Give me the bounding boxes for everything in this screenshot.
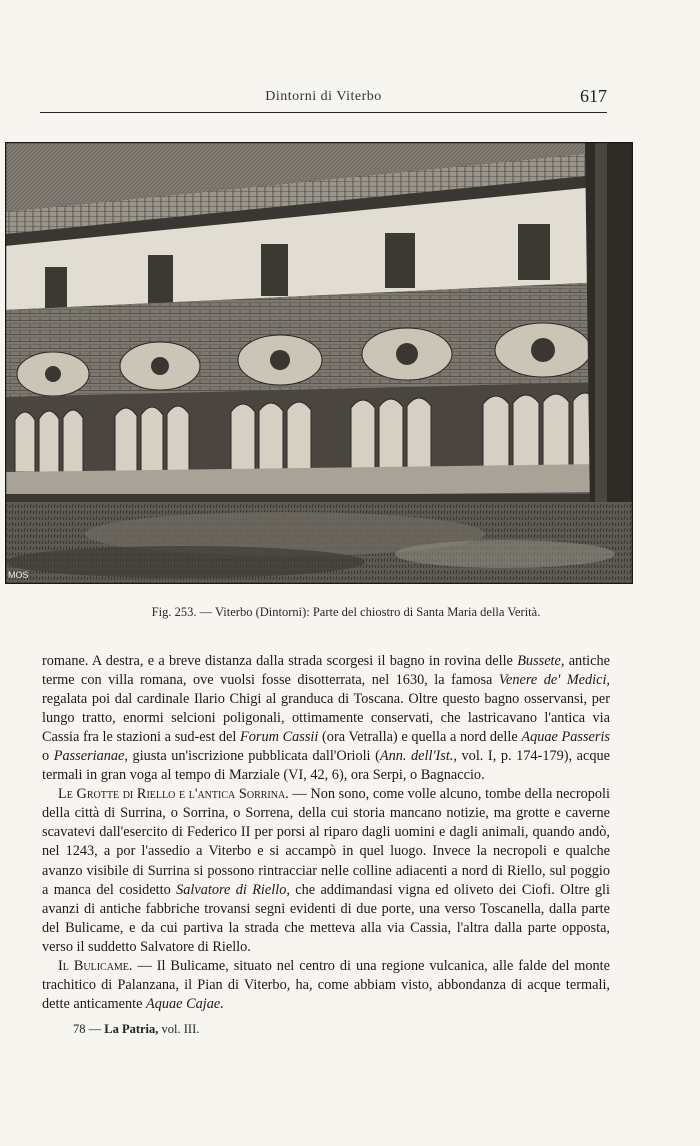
place-salvatore: Salvatore di Riello, [176,881,290,898]
text-run: antiche terme con villa romana, ove vuolsi fosse disotterrata, nel 1630, la famosa [42,653,610,689]
text-run: — Il Bulicame, situato nel centro di una regione vulcanica, alle falde del monte trachitico di Palanzana, il Pian di Viterbo, ha, come abbiam visto, abbondanza di acque termali, dette anticamente [42,957,610,1012]
volume-number: vol. III. [161,1022,200,1036]
page-header [40,88,607,113]
text-run: regalata poi dal cardinale Ilario Chigi al granduca di Toscana. Oltre questo bagno osservansi, per lungo tratto, enormi selcioni poligonali, ottimamente conservati, che lastricavano l'antica via Cassia fra le stazioni a sud-est del [42,691,610,746]
place-aquae-passeris: Aquae Passeris [521,729,610,746]
text-run: che addimandasi vigna ed oliveto dei Ciofi. Oltre gli avanzi di antiche fabbriche trovansi segni evidenti di due porte, una verso Toscanella, dalla parte del Bulicame, e da cui partiva la strada che metteva alla via Cassia, l'altra dalla parte opposta, verso il suddetto Salvatore di Riello. [42,881,610,955]
text-run: (ora Vetralla) e quella a nord delle [318,729,522,746]
cloister-illustration [5,142,633,584]
page-footer [73,1022,199,1037]
text-run: giusta un'iscrizione pubblicata dall'Orioli ( [127,748,380,765]
signature-mark: 78 — [73,1022,102,1036]
book-title: La Patria, [104,1022,159,1036]
place-bussete: Bussete, [517,653,565,669]
engraver-signature: MOS [8,570,29,580]
place-forum-cassii: Forum Cassii [240,729,319,746]
place-aquae-cajae: Aquae Cajae. [146,995,224,1012]
figure-caption [40,605,652,620]
caption-text: — Viterbo (Dintorni): Parte del chiostro di Santa Maria della Verità. [199,605,541,619]
statue-venere: Venere de' Medici, [498,672,610,689]
cloister-engraving [5,142,633,584]
section-heading-grotte: Le Grotte di Riello e l'antica Sorrina. [58,786,289,803]
place-passerianae: Passerianae, [53,748,128,765]
paragraph-romane [42,652,610,785]
paragraph-bulicame [42,957,610,1014]
figure-number: Fig. 253. [151,605,197,619]
running-title: Dintorni di Viterbo [265,89,382,104]
section-heading-bulicame: Il Bulicame. [58,957,133,974]
page-number: 617 [580,86,607,106]
citation-ann: Ann. dell'Ist., [379,748,457,765]
text-run: romane. A destra, e a breve distanza dalla strada scorgesi il bagno in rovina delle [42,653,518,669]
text-run: o [42,748,54,765]
text-run: — Non sono, come volle alcuno, tombe della necropoli della città di Surrina, o Sorrina, o Sorrena, della cui storia mancano notizie, ma grotte e caverne scavatevi dall'esercito di Federico II per porsi al riparo dagli uomini e dagli animali, quando andò, nel 1243, a por l'assedio a Viterbo e si accampò in quel luogo. Invece la necropoli e qualche avanzo visibile di Surrina si possono rintracciar nelle colline adiacenti a nord di Riello, sul poggio a manca del cosidetto [42,786,610,898]
text-run: vol. I, p. 174-179), acque termali in gran voga al tempo di Marziale (VI, 42, 6), ora Serpi, o Bagnaccio. [42,748,610,784]
body-text [42,652,610,1014]
paragraph-grotte-riello [42,785,610,956]
